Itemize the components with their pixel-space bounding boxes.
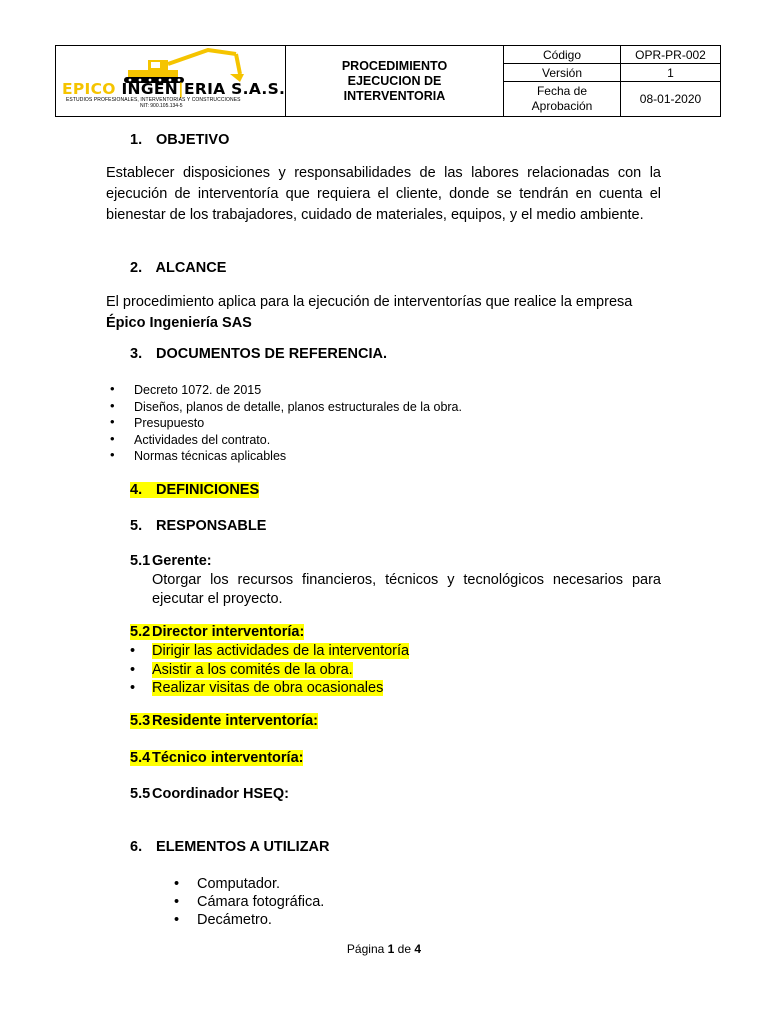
company-logo xyxy=(56,46,286,117)
section-5-heading: 5. RESPONSABLE xyxy=(130,518,267,534)
responsible-5-3-heading: 5.3 Residente interventoría: xyxy=(130,713,318,729)
document-title: PROCEDIMIENTO EJECUCION DE INTERVENTORIA xyxy=(286,46,504,117)
list-item: • Realizar visitas de obra ocasionales xyxy=(130,679,409,698)
list-item: • Normas técnicas aplicables xyxy=(106,448,462,465)
responsible-5-4-heading: 5.4 Técnico interventoría: xyxy=(130,750,304,766)
list-item: • Decámetro. xyxy=(174,911,324,929)
list-item: • Decreto 1072. de 2015 xyxy=(106,382,462,399)
version-label: Versión xyxy=(504,64,621,82)
section-3-heading: 3. DOCUMENTOS DE REFERENCIA. xyxy=(130,346,387,362)
section-2-heading: 2. ALCANCE xyxy=(130,260,227,276)
section-1-text: Establecer disposiciones y responsabilidades de las labores relacionadas con la ejecución de interventoría que requiera el cliente, donde se tendrán en cuenta el bienestar de los trabajadores, cuidado de materiales, equipos, y el medio ambiente. xyxy=(106,165,661,223)
responsible-5-2-heading: 5.2 Director interventoría: xyxy=(130,624,305,640)
reference-documents-list xyxy=(106,382,462,465)
responsible-5-5-heading: 5.5 Coordinador HSEQ: xyxy=(130,786,289,802)
code-value: OPR-PR-002 xyxy=(621,46,721,64)
list-item: • Asistir a los comités de la obra. xyxy=(130,661,409,680)
list-item: • Computador. xyxy=(174,875,324,893)
company-name: Épico Ingeniería SAS xyxy=(106,315,252,331)
logo-nit: NIT: 900.105.134-5 xyxy=(140,103,183,109)
logo-tagline: ESTUDIOS PROFESIONALES, INTERVENTORIAS Y CONSTRUCCIONES xyxy=(66,97,241,103)
list-item: • Diseños, planos de detalle, planos estructurales de la obra. xyxy=(106,399,462,416)
page-number: Página 1 de 4 xyxy=(346,942,422,956)
tools-list xyxy=(174,875,324,929)
version-value: 1 xyxy=(621,64,721,82)
director-tasks-list xyxy=(130,642,409,698)
approval-date-value: 08-01-2020 xyxy=(621,82,721,117)
responsible-5-1-text: Otorgar los recursos financieros, técnicos y tecnológicos necesarios para ejecutar el proyecto. xyxy=(152,572,661,607)
approval-date-label: Fecha de Aprobación xyxy=(504,82,621,117)
code-label: Código xyxy=(504,46,621,64)
document-header xyxy=(55,45,721,117)
list-item: • Cámara fotográfica. xyxy=(174,893,324,911)
logo-wordmark: EPICO INGEN|ERIA S.A.S. xyxy=(62,80,286,98)
responsible-5-1-heading: 5.1 Gerente: xyxy=(130,553,212,569)
section-4-heading: 4. DEFINICIONES xyxy=(130,482,260,498)
section-2-text: El procedimiento aplica para la ejecución de interventorías que realice la empresa Épico Ingeniería SAS xyxy=(106,294,633,331)
list-item: • Actividades del contrato. xyxy=(106,432,462,449)
list-item: • Presupuesto xyxy=(106,415,462,432)
section-6-heading: 6. ELEMENTOS A UTILIZAR xyxy=(130,839,330,855)
excavator-icon xyxy=(118,48,248,84)
list-item: • Dirigir las actividades de la interventoría xyxy=(130,642,409,661)
section-1-heading: 1. OBJETIVO xyxy=(130,132,230,148)
